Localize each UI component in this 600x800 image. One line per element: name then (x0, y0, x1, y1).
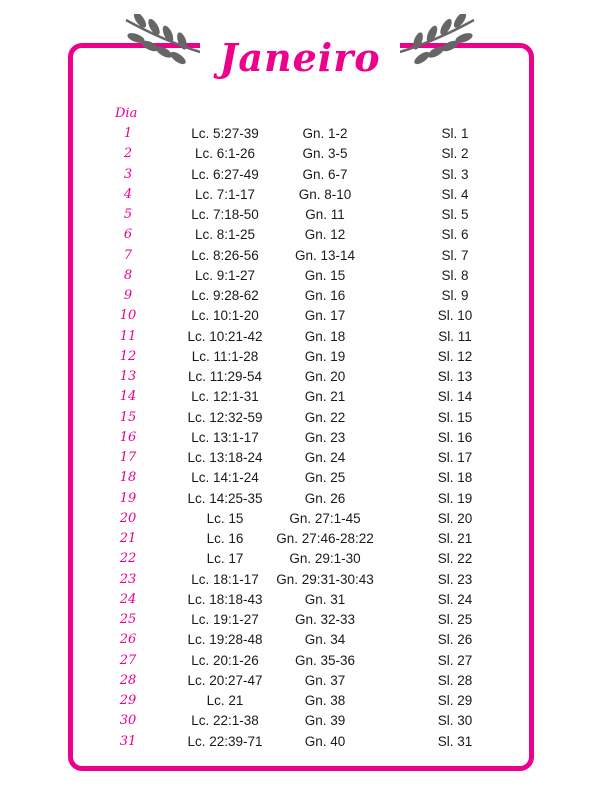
table-row (0, 245, 600, 265)
genesis-reading: Gn. 38 (304, 693, 346, 708)
table-row (0, 285, 600, 305)
genesis-reading: Gn. 11 (305, 207, 345, 222)
table-row (0, 609, 600, 629)
genesis-reading: Gn. 8-10 (298, 186, 352, 202)
luke-reading: Lc. 6:1-26 (194, 146, 256, 162)
genesis-reading: Gn. 25 (304, 470, 346, 486)
day-number: 13 (119, 369, 137, 384)
day-number: 23 (119, 571, 137, 587)
genesis-reading: Gn. 3-5 (302, 146, 348, 162)
psalm-reading: Sl. 11 (438, 328, 472, 344)
psalm-reading: Sl. 24 (437, 591, 473, 607)
luke-reading: Lc. 14:25-35 (187, 490, 263, 506)
genesis-reading: Gn. 31 (304, 591, 346, 607)
day-number: 10 (119, 308, 137, 324)
day-column-header: Dia (115, 106, 138, 121)
genesis-reading: Gn. 18 (304, 328, 346, 344)
day-number: 22 (119, 551, 137, 567)
day-number: 5 (123, 207, 133, 222)
luke-reading: Lc. 13:1-17 (191, 429, 259, 445)
genesis-reading: Gn. 12 (304, 227, 346, 243)
psalm-reading: Sl. 13 (437, 369, 473, 384)
day-number: 19 (119, 490, 137, 506)
day-number: 20 (119, 510, 137, 526)
genesis-reading: Gn. 22 (304, 409, 346, 425)
psalm-reading: Sl. 31 (437, 733, 473, 749)
psalm-reading: Sl. 16 (437, 429, 473, 445)
luke-reading: Lc. 17 (206, 551, 244, 567)
day-number: 26 (119, 632, 137, 648)
genesis-reading: Gn. 17 (304, 308, 346, 324)
day-number: 6 (123, 227, 133, 243)
table-row (0, 670, 600, 690)
day-number: 25 (119, 612, 137, 627)
day-number: 16 (119, 429, 137, 445)
table-row (0, 690, 600, 710)
table-row (0, 386, 600, 406)
table-row (0, 123, 600, 143)
day-number: 8 (123, 267, 133, 283)
table-row (0, 346, 600, 366)
psalm-reading: Sl. 22 (437, 551, 473, 567)
table-row (0, 548, 600, 568)
table-row (0, 528, 600, 548)
genesis-reading: Gn. 23 (304, 429, 346, 445)
luke-reading: Lc. 9:28-62 (191, 288, 259, 303)
reading-table (0, 123, 600, 751)
luke-reading: Lc. 20:1-26 (191, 652, 259, 668)
psalm-reading: Sl. 2 (441, 146, 469, 162)
genesis-reading: Gn. 1-2 (302, 126, 348, 141)
genesis-reading: Gn. 16 (304, 288, 346, 303)
laurel-branch-icon (398, 14, 478, 66)
table-row (0, 710, 600, 730)
table-row (0, 589, 600, 609)
day-number: 28 (119, 672, 137, 688)
table-row (0, 407, 600, 427)
luke-reading: Lc. 15 (206, 510, 244, 526)
table-row (0, 650, 600, 670)
luke-reading: Lc. 18:1-17 (191, 571, 259, 587)
luke-reading: Lc. 8:26-56 (191, 247, 259, 263)
psalm-reading: Sl. 27 (437, 652, 473, 668)
genesis-reading: Gn. 34 (304, 632, 346, 648)
genesis-reading: Gn. 6-7 (302, 166, 348, 182)
day-number: 14 (119, 389, 137, 405)
table-row (0, 366, 600, 386)
luke-reading: Lc. 22:39-71 (187, 733, 263, 749)
table-row (0, 629, 600, 649)
genesis-reading: Gn. 29:31-30:43 (276, 571, 374, 587)
table-row (0, 508, 600, 528)
day-number: 27 (119, 652, 137, 668)
psalm-reading: Sl. 17 (437, 450, 473, 465)
table-row (0, 224, 600, 244)
psalm-reading: Sl. 26 (437, 632, 473, 648)
psalm-reading: Sl. 15 (437, 409, 473, 425)
day-number: 4 (123, 186, 133, 202)
day-number: 12 (119, 348, 137, 364)
luke-reading: Lc. 5:27-39 (191, 126, 259, 141)
day-number: 29 (119, 693, 137, 708)
psalm-reading: Sl. 12 (437, 348, 473, 364)
luke-reading: Lc. 7:18-50 (191, 207, 259, 222)
luke-reading: Lc. 10:1-20 (191, 308, 259, 324)
psalm-reading: Sl. 23 (437, 571, 473, 587)
table-row (0, 164, 600, 184)
genesis-reading: Gn. 20 (304, 369, 346, 384)
day-number: 11 (119, 328, 137, 344)
psalm-reading: Sl. 10 (437, 308, 473, 324)
genesis-reading: Gn. 26 (304, 490, 346, 506)
genesis-reading: Gn. 27:46-28:22 (276, 531, 374, 546)
luke-reading: Lc. 21 (206, 693, 244, 708)
table-row (0, 488, 600, 508)
genesis-reading: Gn. 24 (304, 450, 346, 465)
luke-reading: Lc. 14:1-24 (191, 470, 259, 486)
psalm-reading: Sl. 29 (437, 693, 473, 708)
table-row (0, 427, 600, 447)
luke-reading: Lc. 10:21-42 (187, 328, 263, 344)
day-number: 7 (123, 247, 133, 263)
table-row (0, 305, 600, 325)
psalm-reading: Sl. 8 (441, 267, 469, 283)
genesis-reading: Gn. 13-14 (294, 247, 356, 263)
table-row (0, 184, 600, 204)
psalm-reading: Sl. 28 (437, 672, 473, 688)
day-number: 18 (119, 470, 137, 486)
day-number: 24 (119, 591, 137, 607)
psalm-reading: Sl. 30 (437, 713, 473, 729)
luke-reading: Lc. 16 (206, 531, 244, 546)
day-number: 15 (119, 409, 137, 425)
genesis-reading: Gn. 40 (304, 733, 346, 749)
psalm-reading: Sl. 5 (441, 207, 469, 222)
genesis-reading: Gn. 35-36 (294, 652, 356, 668)
table-row (0, 467, 600, 487)
psalm-reading: Sl. 18 (437, 470, 473, 486)
genesis-reading: Gn. 29:1-30 (289, 551, 361, 567)
psalm-reading: Sl. 6 (441, 227, 469, 243)
table-row (0, 143, 600, 163)
luke-reading: Lc. 7:1-17 (194, 186, 256, 202)
genesis-reading: Gn. 37 (304, 672, 346, 688)
luke-reading: Lc. 22:1-38 (191, 713, 259, 729)
table-row (0, 569, 600, 589)
table-row (0, 731, 600, 751)
luke-reading: Lc. 18:18-43 (187, 591, 263, 607)
table-row (0, 447, 600, 467)
day-number: 2 (123, 146, 133, 162)
psalm-reading: Sl. 19 (437, 490, 473, 506)
psalm-reading: Sl. 9 (441, 288, 469, 303)
luke-reading: Lc. 9:1-27 (194, 267, 256, 283)
genesis-reading: Gn. 15 (304, 267, 346, 283)
psalm-reading: Sl. 14 (437, 389, 473, 405)
luke-reading: Lc. 19:1-27 (191, 612, 259, 627)
psalm-reading: Sl. 21 (437, 531, 473, 546)
psalm-reading: Sl. 1 (441, 126, 469, 141)
day-number: 1 (123, 126, 133, 141)
psalm-reading: Sl. 4 (441, 186, 469, 202)
day-number: 9 (123, 288, 133, 303)
genesis-reading: Gn. 27:1-45 (289, 510, 361, 526)
genesis-reading: Gn. 39 (304, 713, 346, 729)
title-area (200, 22, 400, 92)
day-number: 3 (123, 166, 133, 182)
luke-reading: Lc. 12:1-31 (191, 389, 259, 405)
psalm-reading: Sl. 25 (437, 612, 473, 627)
psalm-reading: Sl. 7 (441, 247, 469, 263)
genesis-reading: Gn. 19 (304, 348, 346, 364)
luke-reading: Lc. 12:32-59 (187, 409, 263, 425)
luke-reading: Lc. 11:1-28 (191, 348, 259, 364)
day-number: 21 (119, 531, 137, 546)
luke-reading: Lc. 20:27-47 (187, 672, 263, 688)
laurel-branch-icon (122, 14, 202, 66)
day-number: 31 (119, 733, 137, 749)
table-row (0, 326, 600, 346)
luke-reading: Lc. 6:27-49 (191, 166, 259, 182)
luke-reading: Lc. 8:1-25 (194, 227, 256, 243)
luke-reading: Lc. 11:29-54 (187, 369, 263, 384)
psalm-reading: Sl. 20 (437, 510, 473, 526)
day-number: 30 (119, 713, 137, 729)
table-row (0, 204, 600, 224)
genesis-reading: Gn. 21 (304, 389, 346, 405)
genesis-reading: Gn. 32-33 (294, 612, 356, 627)
table-row (0, 265, 600, 285)
luke-reading: Lc. 13:18-24 (187, 450, 263, 465)
psalm-reading: Sl. 3 (441, 166, 469, 182)
page-title: Janeiro (219, 34, 381, 80)
luke-reading: Lc. 19:28-48 (187, 632, 263, 648)
day-number: 17 (119, 450, 137, 465)
